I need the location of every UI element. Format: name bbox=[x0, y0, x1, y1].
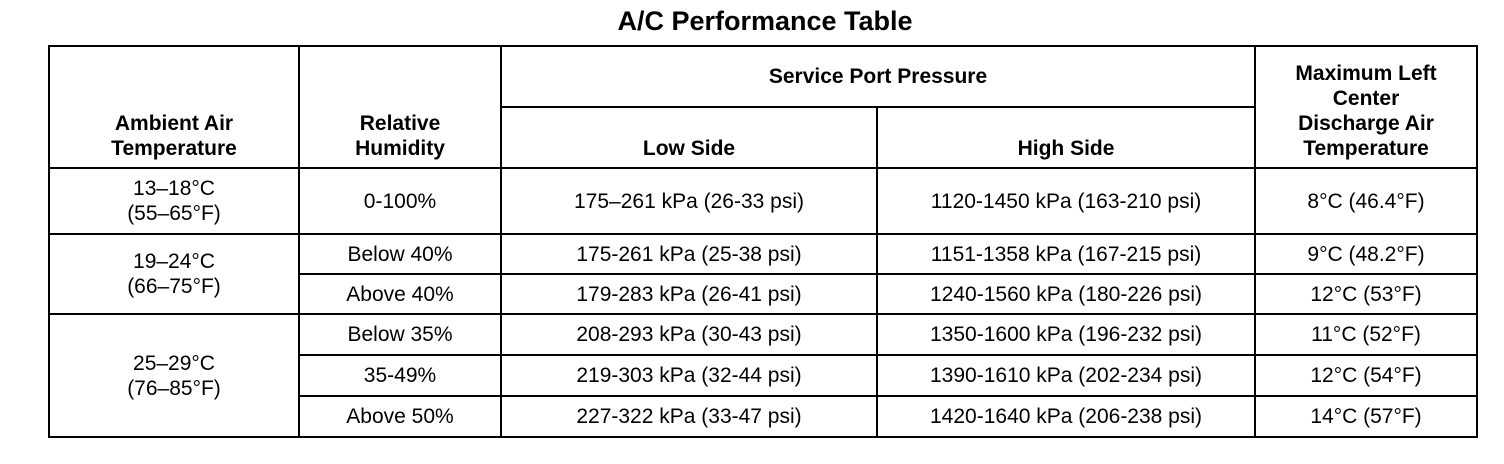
header-max-discharge-air-temperature bbox=[1255, 46, 1477, 168]
ambient-celsius: 13–18°C bbox=[133, 177, 215, 200]
max-temp-cell: 11°C (52°F) bbox=[1255, 314, 1477, 355]
max-temp-cell: 14°C (57°F) bbox=[1255, 396, 1477, 437]
humidity-cell: Above 50% bbox=[299, 396, 501, 437]
low-side-cell: 227-322 kPa (33-47 psi) bbox=[501, 396, 877, 437]
low-side-cell: 179-283 kPa (26-41 psi) bbox=[501, 274, 877, 314]
low-side-cell: 175-261 kPa (25-38 psi) bbox=[501, 234, 877, 274]
ambient-temperature-cell bbox=[49, 168, 299, 234]
humidity-cell: 0-100% bbox=[299, 168, 501, 234]
high-side-cell: 1120-1450 kPa (163-210 psi) bbox=[877, 168, 1255, 234]
ambient-temperature-cell bbox=[49, 314, 299, 437]
low-side-cell: 219-303 kPa (32-44 psi) bbox=[501, 355, 877, 396]
humidity-cell: Below 35% bbox=[299, 314, 501, 355]
humidity-cell: 35-49% bbox=[299, 355, 501, 396]
low-side-cell: 208-293 kPa (30-43 psi) bbox=[501, 314, 877, 355]
ambient-fahrenheit: (55–65°F) bbox=[127, 202, 221, 225]
high-side-cell: 1350-1600 kPa (196-232 psi) bbox=[877, 314, 1255, 355]
low-side-cell: 175–261 kPa (26-33 psi) bbox=[501, 168, 877, 234]
max-temp-cell: 12°C (54°F) bbox=[1255, 355, 1477, 396]
humidity-cell: Above 40% bbox=[299, 274, 501, 314]
header-low-side: Low Side bbox=[501, 107, 877, 168]
header-ambient-air-temperature bbox=[49, 46, 299, 168]
header-high-side: High Side bbox=[877, 107, 1255, 168]
max-temp-cell: 8°C (46.4°F) bbox=[1255, 168, 1477, 234]
header-max-discharge-air-temperature-label: Maximum Left Center Discharge Air Temperature bbox=[1295, 62, 1437, 160]
table-row bbox=[49, 314, 1477, 355]
max-temp-cell: 9°C (48.2°F) bbox=[1255, 234, 1477, 274]
max-temp-cell: 12°C (53°F) bbox=[1255, 274, 1477, 314]
high-side-cell: 1240-1560 kPa (180-226 psi) bbox=[877, 274, 1255, 314]
high-side-cell: 1151-1358 kPa (167-215 psi) bbox=[877, 234, 1255, 274]
header-ambient-air-temperature-label: Ambient Air Temperature bbox=[111, 112, 237, 160]
table-row bbox=[49, 168, 1477, 234]
table-title: A/C Performance Table bbox=[617, 6, 913, 36]
ambient-celsius: 25–29°C bbox=[133, 351, 215, 375]
high-side-cell: 1420-1640 kPa (206-238 psi) bbox=[877, 396, 1255, 437]
ambient-celsius: 19–24°C bbox=[133, 250, 215, 273]
table-row bbox=[49, 234, 1477, 274]
ambient-fahrenheit: (66–75°F) bbox=[127, 275, 221, 298]
header-relative-humidity-label: Relative Humidity bbox=[355, 112, 445, 160]
ambient-temperature-cell bbox=[49, 234, 299, 314]
header-service-port-pressure: Service Port Pressure bbox=[501, 46, 1255, 107]
ambient-fahrenheit: (76–85°F) bbox=[127, 376, 221, 400]
humidity-cell: Below 40% bbox=[299, 234, 501, 274]
ac-performance-table bbox=[48, 45, 1478, 438]
header-relative-humidity bbox=[299, 46, 501, 168]
high-side-cell: 1390-1610 kPa (202-234 psi) bbox=[877, 355, 1255, 396]
